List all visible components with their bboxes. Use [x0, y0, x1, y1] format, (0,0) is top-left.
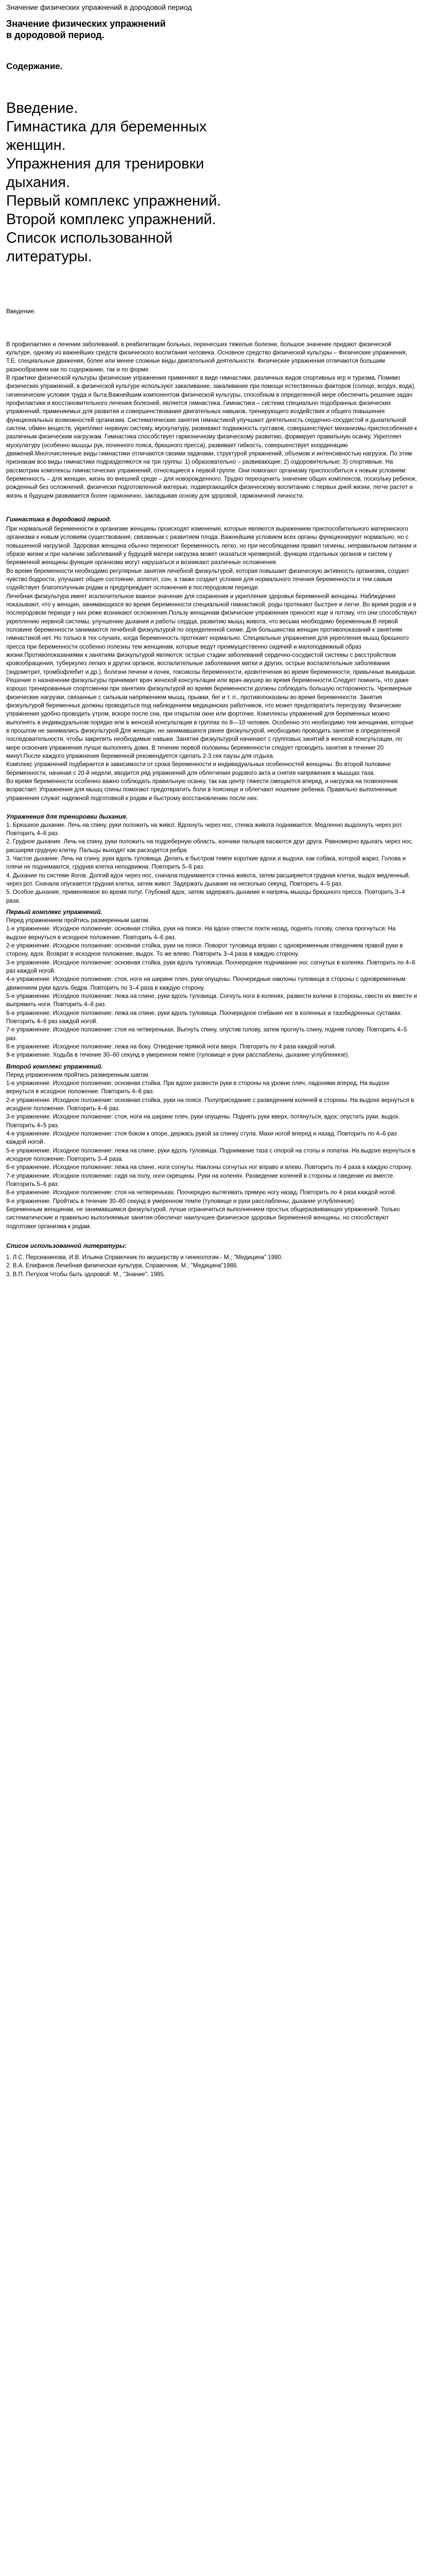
complex1-exercise: 4-е упражнение. Исходное положение: стоя, ноги на ширине плеч, руки опущены. Поочередные наклоны туловища в стороны с одновременным движением руки вдоль бедра. Повторить по 3–4 раза в каждую сторону.	[6, 976, 406, 991]
breathing-section-title: Упражнения для тренировки дыхания.	[6, 812, 128, 820]
document-page	[0, 0, 424, 1299]
breathing-item: 3. Частое дыхание. Лечь на спину, руки вдоль туловища. Делать в быстром темпе короткие вдохи и выдохи, как собака, которой жарко. Голова и плечи не поднимаются, грудная клетка неподвижна. Повторить 5–6 раз.	[6, 856, 406, 871]
page-top-title: Значение физических упражнений в дородовой период	[6, 3, 192, 11]
breathing-item: 2. Грудное дыхание. Лечь на спину, руки положить на подреберную область, кончики пальцев касаются друг друга. Равномерно вдыхать через нос, расширяя грудную клетку. Пальцы выходят как расходятся ребра.	[6, 839, 413, 854]
breathing-item: 4. Дыхание по системе йогов. Долгий вдох через нос, сначала поднимается стенка живота, затем расширяется грудная клетка, выдох медленный, через рот. Сначала опускается грудная клетка, затем живот. Задержать дыхание на несколько секунд. Повторить 4–5 раз.	[6, 872, 410, 888]
reference-item: 1. Л.С. Персианинова, И.В. Ильина Справочник по акушерству и гинекологии.- М.; "Медицина" 1980.	[6, 1254, 283, 1261]
intro-paragraph: В профилактике и лечении заболеваний, в реабилитации больных, перенесших тяжелые болезни, большое значение придают физической культуре, одному из важнейших средств физического воспитания человека. Основное средство физической культуры – Физические упражнения, Т.Е. специальные движения, более или менее сложные виды двигательной деятельности. Физические упражнения отличаются большим разнообразием как по содержанию, так и по форме.	[6, 341, 408, 373]
breathing-item: 5. Особое дыхание, применяемое во время потуг. Глубокий вдох, затем задержать дыхание и напрячь мышцы брюшного пресса. Повторить 3–4 раза.	[6, 889, 405, 904]
complex1-exercise: 1-е упражнение. Исходное положение: основная стойка, руки на поясе. На вдохе отвести локти назад, поднять голову, слегка прогнуться. На выдохе вернуться в исходное положение. Повторить 4–6 раз.	[6, 926, 396, 941]
complex1-exercise: 3-е упражнение. Исходное положение: основная стойка, руки вдоль туловища. Поочередное поднимание ног, согнутых в коленях. Повторить по 4–6 раз каждой ногой.	[6, 959, 415, 975]
intro-label: Введение.	[6, 307, 36, 315]
gymnastics-paragraph: Во время беременности особенно важно соблюдать правильную осанку, так как центр тяжести смещается вперед, и нагрузка на позвоночник возрастает. Упражнения для мышц спины помогают предотвратить боли в пояснице и облегчают ношение ребенка. Правильно выполненные упражнения служат надежной подготовкой к родам и быстрому восстановлению после них.	[6, 778, 398, 802]
complex2-exercise: 5-е упражнение. Исходное положение: лежа на спине, руки вдоль туловища. Поднимание таза с опорой на стопы и лопатки. На выдохе вернуться в исходное положение. Повторить 3–4 раза.	[6, 1147, 415, 1162]
complex2-exercise: 7-е упражнение. Исходное положение: сидя на полу, ноги скрещены. Руки на коленях. Разведение коленей в стороны и сведение их вместе. Повторить 5–6 раз.	[6, 1173, 395, 1188]
complex1-exercise: 9-е упражнение. Ходьба в течение 30–60 секунд в умеренном темпе (туловище и руки расслаблены, дыхание углубленное).	[6, 1052, 350, 1059]
complex1-section-title: Первый комплекс упражнений.	[6, 908, 102, 916]
toc-item: Список использованной	[6, 229, 173, 246]
toc-item: дыхания.	[6, 174, 71, 191]
gymnastics-paragraph: Лечебная физкультура имеет исключительное важное значение для сохранения и укрепления здоровья беременной женщины. Наблюдения показывают, что у женщин, занимающихся во время беременности специальной гимнастикой, роды протекают быстрее и легче. Во время родов и в послеродовом периоде у них реже возникают осложнения.Пользу женщинам физические упражнения приносят еще и потому, что они способствуют укреплению нервной системы, улучшению дыхания и работы сердца, развитию мышц живота, что весьма необходимо беременным.В первой половине беременности занимаются лечебной физкультурой по определенной схеме. Для большинства женщин противопоказаний к занятиям гимнастикой нет. Но только в тех случаях, когда беременность протекает нормально. Специальные упражнения для укрепления мышц брюшного пресса при беременности особенно полезны тем женщинам, которые ведут преимущественно сидячий и малоподвижный образ жизни.Противопоказаниями к занятиям физкультурой являются: острые стадии заболеваний сердечно-сосудистой системы с расстройством кровообращения, туберкулез легких и других органов, воспалительные заболевания матки и других, острые воспалительные заболевания (эндометрит, тромбофлебит и др.), болезни печени и почек, токсикозы беременности, кровотечения во время беременности, привычные выкидыши. Решение о назначении физкультуры принимает врач женской консультации или врач-акушер во время беременности.Следует помнить, что даже хорошо тренированные спортсменки при занятиях физкультурой во время беременности должны соблюдать большую осторожность. Чрезмерные физические нагрузки, связанные с сильным напряжением мышц, прыжки, бег и т. п., противопоказаны во время беременности. Занятия физкультурой беременных должны проводиться под наблюдением медицинских работников, что может предотвратить перегрузку. Физические упражнения удобно проводить утром, вскоре после сна, при открытом окне или форточке. Комплексы упражнений для беременных можно выполнять в индивидуальном порядке или в женской консультации в группах по 8—10 человек. Особенно это необходимо тем женщинам, которые в прошлом не занимались физкультурой.Для женщин, не занимавшихся ранее физкультурой, необходимо проводить занятие в определенной последовательности, чтобы закрепить необходимые навыки. Занятия физкультурой начинают с групповых занятий в женской консультации, по мере освоения упражнения лучше выполнять дома. В течение первой половины беременности следует проводить занятия в течение 20 минут.После каждого упражнения беременной рекомендуется сделать 2-3 сек паузы для отдыха.	[6, 593, 417, 759]
gymnastics-paragraph: Во время беременности необходимо регулярные занятия лечебной физкультурой, которая повышает физическую активность организма, создает чувство бодрости, улучшает общее состояние, аппетит, сон, а также создает условия для нормального течения беременности и тем самым содействует благополучным родам и предупреждает осложнения в послеродовом периоде.	[6, 568, 409, 591]
complex2-exercise: 4-е упражнение. Исходное положение: стоя боком к опоре, держась рукой за спинку стула. Махи ногой вперед и назад. Повторить по 4–6 раз каждой ногой.	[6, 1130, 397, 1146]
gymnastics-paragraph: Комплекс упражнений подбирается в зависимости от срока беременности и индивидуальных особенностей женщины. Во второй половине беременности, начиная с 20-й недели, вводится ряд упражнений для облегчения родового акта и снятия напряжения в мышцах таза.	[6, 761, 391, 776]
complex1-exercise: 8-е упражнение. Исходное положение: лежа на боку. Отведение прямой ноги вверх. Повторить по 4 раза каждой ногой.	[6, 1044, 336, 1050]
gymnastics-section-title: Гимнастика в дородовой период.	[6, 516, 112, 523]
complex2-exercise: 3-е упражнение. Исходное положение: стоя, ноги на ширине плеч, руки опущены. Поднять руки вверх, потянуться, вдох; опустить руки, выдох. Повторить 4–5 раз.	[6, 1114, 400, 1129]
complex2-section-title: Второй комплекс упражнений.	[6, 1062, 103, 1070]
toc-item: литературы.	[6, 248, 92, 265]
complex1-exercise: 5-е упражнение. Исходное положение: лежа на спине, руки вдоль туловища. Согнуть ноги в коленях, развести колени в стороны, свести их вместе и выпрямить ноги. Повторить 4–6 раз.	[6, 993, 417, 1008]
toc-item: Введение.	[6, 100, 78, 117]
table-of-contents	[6, 99, 417, 266]
toc-item: Упражнения для тренировки	[6, 156, 204, 173]
complex1-exercise: 7-е упражнение. Исходное положение: стоя на четвереньках. Выгнуть спину, опустив голову, затем прогнуть спину, подняв голову. Повторить 4–5 раз.	[6, 1027, 407, 1042]
document-title-line-2: в дородовой период.	[6, 29, 104, 40]
complex2-exercise: 6-е упражнение. Исходное положение: лежа на спине, ноги согнуты. Наклоны согнутых ног вправо и влево. Повторить по 4 раза в каждую сторону.	[6, 1164, 412, 1171]
toc-item: Второй комплекс упражнений.	[6, 211, 216, 228]
toc-item: женщин.	[6, 137, 66, 154]
references-title: Список использованной литературы:	[6, 1242, 127, 1249]
toc-item: Первый комплекс упражнений.	[6, 192, 221, 209]
toc-heading: Содержание.	[6, 61, 63, 72]
breathing-item: 1. Брюшное дыхание. Лечь на спину, руки положить на живот. Вдохнуть через нос, стенка живота поднимается. Медленно выдохнуть через рот. Повторить 4–6 раз.	[6, 822, 403, 837]
document-title-line-1: Значение физических упражнений	[6, 19, 166, 29]
complex1-intro: Перед упражнением пройтись размеренным шагом.	[6, 918, 150, 924]
toc-item: Гимнастика для беременных	[6, 118, 207, 135]
complex2-exercise: 2-е упражнение. Исходное положение: основная стойка, руки на поясе. Полуприседание с разведением коленей в стороны. На выдохе вернуться в исходное положение. Повторить 4–6 раз.	[6, 1097, 414, 1112]
complex2-exercise: 8-е упражнение. Исходное положение: стоя на четвереньках. Поочередно вытягивать прямую ногу назад. Повторить по 4 раза каждой ногой.	[6, 1190, 396, 1196]
complex1-exercise: 2-е упражнение. Исходное положение: основная стойка, руки на поясе. Поворот туловища вправо с одновременным отведением правой руки в сторону, вдох. Возврат в исходное положение, выдох. То же влево. Повторить 3–4 раза в каждую сторону.	[6, 943, 403, 958]
complex2-exercise: 1-е упражнение. Исходное положение: основная стойка. При вдохе развести руки в стороны на уровне плеч, ладонями вперед. На выдохе вернуться в исходное положение. Повторить 4–6 раз.	[6, 1080, 390, 1095]
complex2-intro: Перед упражнением пройтись размеренным шагом.	[6, 1072, 150, 1078]
intro-paragraph: В практике физической культуры физические упражнения применяют в виде гимнастики, различных видов спортивных игр и туризма. Помимо физических упражнений, в физической культуре используют закаливание, закаливание при помощи естественных факторов (солнце, воздух, вода), гигиенические условия труда и быта.Важнейшим компонентом физической культуры, способным в определенной мере обеспечить решение задач профилактики и восстановительного лечения болезней, является гимнастика. Гимнастика – система специально подобранных физических упражнений, применяемых для развития и совершенствования двигательных навыков, тренирующего воздействия и общего повышения функциональных возможностей организма. Систематические занятия гимнастикой улучшают деятельность сердечно-сосудистой и дыхательной систем, обмен веществ, укрепляют нервную систему, мускулатуру, развивают подвижность суставов, совершенствуют механизмы приспособления к различным физическим нагрузкам. Гимнастика способствует гармоничному физическому развитию, формирует правильную осанку. Укрепляет мускулатуру (особенно мышцы рук, починного пояса, брюшного пресса), развивает гибкость, совершенствует координацию движений.Многочисленные виды гимнастики отличаются своими задачами, структурой упражнений, объемом и интенсивностью нагрузок. По этим признакам все виды гимнастики подразделяются на три группы: 1) образовательно – развивающие; 2) оздоровительные; 3) спортивные. На рассмотрим комплексы гимнастических упражнений, относящиеся к первой группе. Они помогают организму приспособиться к новым условиям: беременность – для женщин, жизнь во внешней среде – для новорожденного. Трудно переоценить значение общих комплексов, поскольку ребенок, рожденный без осложнений, физически подготовленной матерью, подвергающийся физическому воспитанию с первых дней жизни, легче растет и жизнь в будущем развивается более гармонично, закладывая основу для здоровой, гармоничной личности.	[6, 375, 417, 499]
document-title	[6, 19, 417, 41]
reference-item: 2. В.А. Епифанов Лечебная физическая культура, Справочник. М.; "Медицина"1988.	[6, 1263, 238, 1269]
gymnastics-paragraph: При нормальной беременности в организме женщины происходят изменения, которые являются выражением приспособительного материнского организма к новым условиям существования, связанным с развитием плода. Важнейшим условием всех органы функционируют нормально, но с повышенной нагрузкой. Здоровая женщина обычно переносит беременность легко, но при несоблюдении правил гигиены, неправильном питании и образе жизни и при наличии заболеваний у будущей матери нагрузка может оказаться чрезмерной, функции отдельных органов и систем у беременной женщины функция организма могут нарушаться и возникают различные осложнения.	[6, 526, 417, 566]
complex1-exercise: 6-е упражнение. Исходное положение: лежа на спине, руки вдоль туловища. Поочередное сгибание ног в коленных и тазобедренных суставах. Повторить 4–6 раз каждой ногой.	[6, 1010, 403, 1025]
complex2-closing-paragraph: Беременным женщинам, не занимавшимся физкультурой, лучше ограничиться выполнением простых общеразвивающих упражнений. Только систематические и правильно выполняемые занятия обеспечат наилучшее физическое здоровье беременной женщины, но способствуют подготовке организма к родам.	[6, 1206, 400, 1230]
complex2-exercise: 9-е упражнение. Пройтись в течение 30–60 секунд в умеренном темпе (туловище и руки расслаблены, дыхание углубленное).	[6, 1198, 356, 1205]
reference-item: 3. В.П. Петухов Чтобы быть здоровой. М., "Знание", 1985.	[6, 1271, 166, 1278]
